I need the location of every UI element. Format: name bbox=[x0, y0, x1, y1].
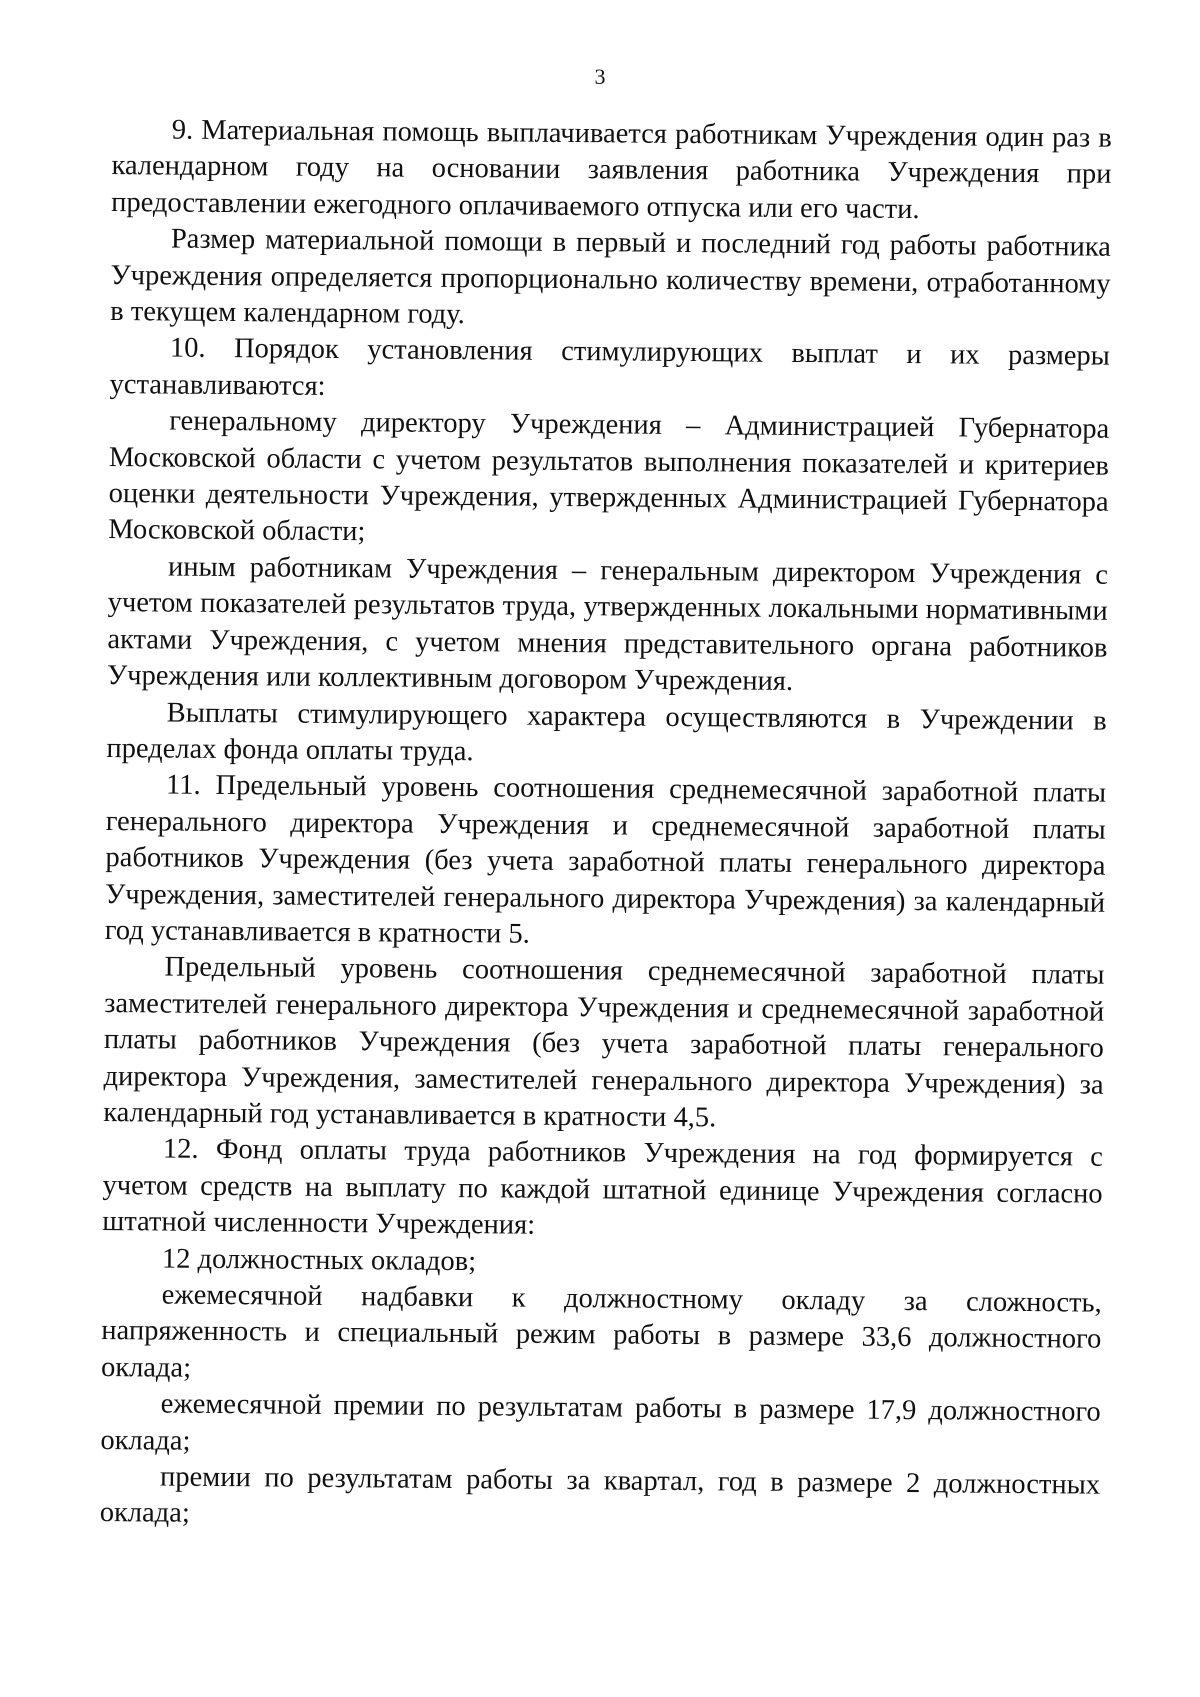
paragraph-9-material-aid: 9. Материальная помощь выплачивается работникам Учреждения один раз в календарном году на основании заявления работника Учреждения при предоставлении ежегодного оплачиваемого отпуска или его части. bbox=[111, 114, 1112, 225]
paragraph-12-payroll-fund: 12. Фонд оплаты труда работников Учреждения на год формируется с учетом средств на выплату по каждой штатной единице Учреждения согласно штатной численности Учреждения: bbox=[102, 1133, 1104, 1241]
paragraph-material-aid-size: Размер материальной помощи в первый и последний год работы работника Учреждения определяется пропорционально количеству времени, отработанному в текущем календарном году. bbox=[110, 223, 1111, 331]
paragraph-salary-ratio-deputies: Предельный уровень соотношения среднемесячной заработной платы заместителей генерального директора Учреждения и среднемесячной заработной платы работников Учреждения (без учета заработной платы генерального директора Учреждения, заместителей генерального директора Учреждения) за календарный год устанавливается в кратности 4,5. bbox=[103, 951, 1105, 1134]
paragraph-payroll-item-salaries: 12 должностных окладов; bbox=[161, 1243, 477, 1277]
paragraph-payroll-item-allowance: ежемесячной надбавки к должностному окладу за сложность, напряженность и специальный режим работы в размере 33,6 должностного оклада; bbox=[100, 1279, 1102, 1384]
document-body bbox=[100, 112, 1112, 1541]
page-number: 3 bbox=[594, 64, 606, 89]
paragraph-payroll-item-monthly-bonus: ежемесячной премии по результатам работы в размере 17,9 должностного оклада; bbox=[100, 1388, 1101, 1457]
paragraph-payroll-item-quarterly-bonus: премии по результатам работы за квартал, год в размере 2 должностных оклада; bbox=[99, 1461, 1101, 1530]
paragraph-general-director-incentives: генеральному директору Учреждения – Администрацией Губернатора Московской области с учетом результатов выполнения показателей и критериев оценки деятельности Учреждения, утвержденных Администрацией Губернатора Московской области; bbox=[108, 405, 1110, 548]
paragraph-incentive-fund-limit: Выплаты стимулирующего характера осуществляются в Учреждении в пределах фонда оплаты труда. bbox=[106, 697, 1107, 768]
paragraph-11-salary-ratio-director: 11. Предельный уровень соотношения среднемесячной заработной платы генерального директора Учреждения и среднемесячной заработной платы работников Учреждения (без учета заработной платы генерального директора Учреждения, заместителей генерального директора Учреждения) за календарный год устанавливается в кратности 5. bbox=[104, 769, 1107, 950]
paragraph-10-incentive-payments: 10. Порядок установления стимулирующих выплат и их размеры устанавливаются: bbox=[109, 332, 1111, 402]
paragraph-other-employees-incentives: иным работникам Учреждения – генеральным директором Учреждения с учетом показателей результатов труда, утвержденных локальными нормативными актами Учреждения, с учетом мнения представительного органа работников Учреждения или коллективным договором Учреждения. bbox=[106, 551, 1109, 698]
